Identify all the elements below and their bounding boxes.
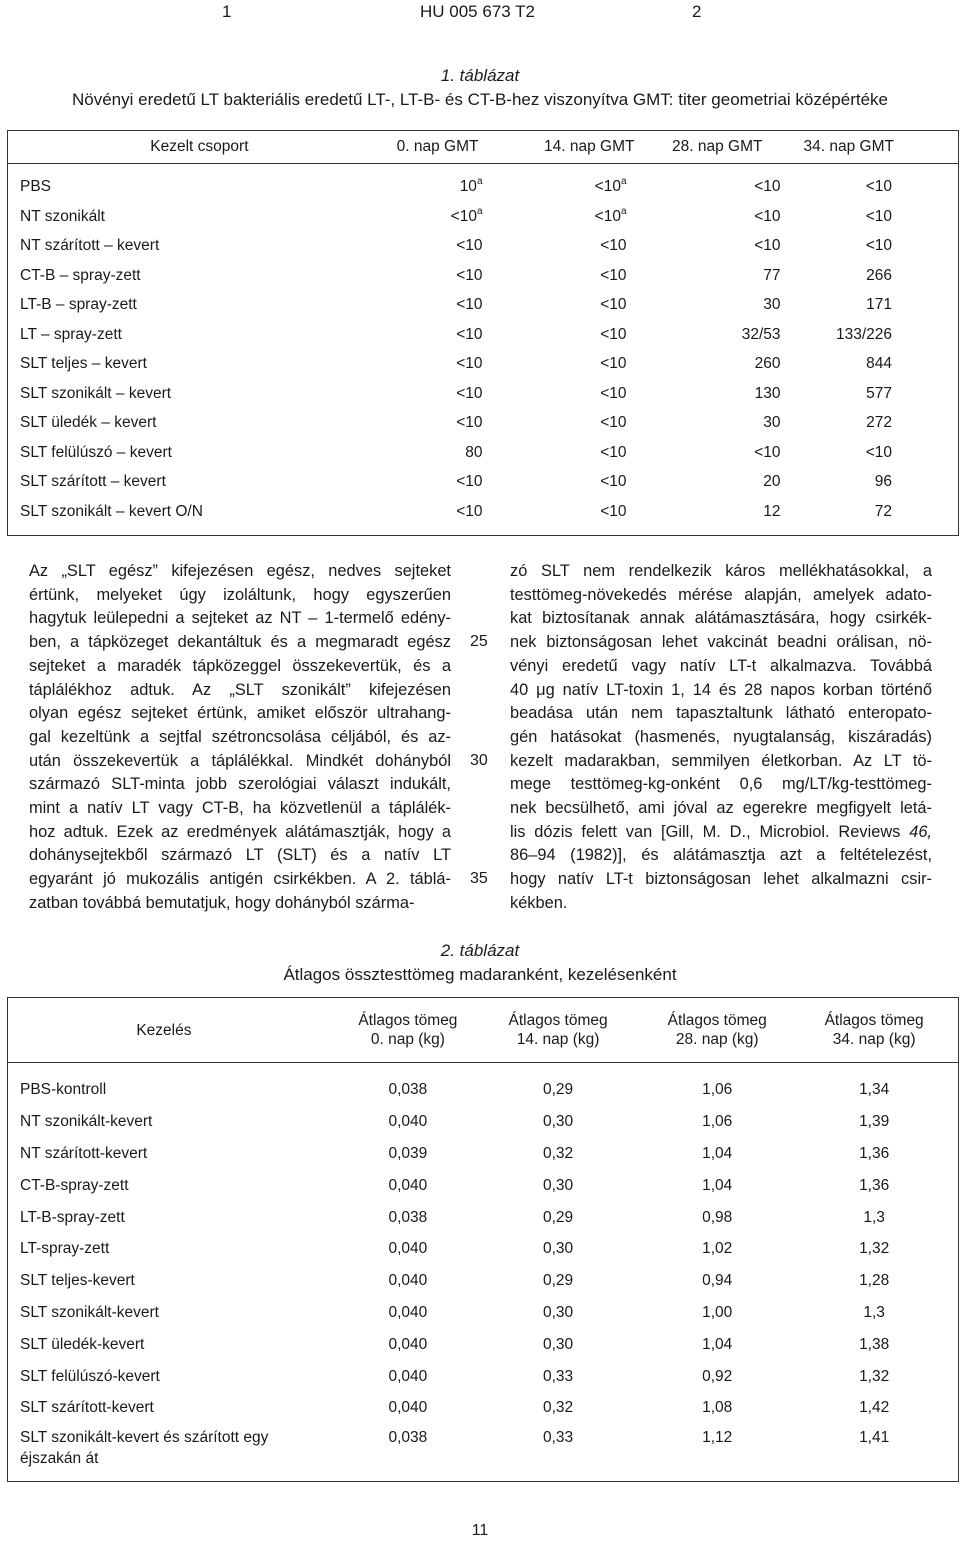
column-header: Kezelt csoport bbox=[8, 131, 339, 164]
text-line: sejteket a maradék tápközeggel összekevertük, és a bbox=[29, 656, 451, 675]
table-row bbox=[8, 320, 959, 350]
body-text-right-column bbox=[510, 560, 932, 916]
table-cell: 1,04 bbox=[702, 1335, 733, 1353]
table-cell: <10 bbox=[456, 473, 483, 491]
table-cell: 0,30 bbox=[542, 1303, 574, 1321]
text-line: értünk, melyeket úgy izoláltunk, hogy egyszerűen bbox=[29, 585, 451, 604]
text-line: lis dózis felett van [Gill, M. D., Microbiol. Reviews 46, bbox=[510, 822, 932, 841]
text-line: táplálékhoz adtuk. Az „SLT szonikált” kifejezésen bbox=[29, 680, 451, 699]
table-cell: $<10^a$ bbox=[594, 176, 627, 196]
table-cell: <10 bbox=[865, 178, 892, 196]
table-cell: 1,00 bbox=[702, 1303, 733, 1321]
table-row bbox=[8, 379, 959, 409]
row-label: SLT szonikált – kevert bbox=[20, 384, 172, 402]
table-header-row bbox=[8, 131, 959, 164]
table-cell: <10 bbox=[600, 502, 627, 520]
table-cell: 171 bbox=[866, 296, 892, 314]
table-cell: <10 bbox=[456, 266, 483, 284]
table-cell: <10 bbox=[600, 355, 627, 373]
table-row bbox=[8, 1233, 959, 1265]
column-header: 28. nap GMT bbox=[639, 131, 799, 164]
table-row bbox=[8, 232, 959, 262]
table-cell: <10 bbox=[456, 296, 483, 314]
text-line: kat biztosítanak annak alátámasztására, hogy csirkék- bbox=[510, 609, 932, 628]
table-row bbox=[8, 1138, 959, 1170]
table2 bbox=[7, 997, 959, 1482]
row-label: PBS bbox=[20, 178, 52, 196]
page-number-left: 1 bbox=[222, 2, 232, 21]
table-cell: 844 bbox=[866, 355, 892, 373]
row-label: LT-spray-zett bbox=[20, 1240, 110, 1258]
table-cell: <10 bbox=[600, 384, 627, 402]
row-label: SLT szonikált – kevert O/N bbox=[20, 502, 203, 520]
table-cell: 1,32 bbox=[859, 1367, 890, 1385]
table-cell: 1,04 bbox=[702, 1176, 733, 1194]
table-cell: $<10^a$ bbox=[594, 205, 627, 225]
column-header: Átlagos tömeg 14. nap (kg) bbox=[478, 998, 638, 1063]
table-cell: 0,98 bbox=[702, 1208, 733, 1226]
text-line: hogy natív LT-t biztonságosan lehet alkalmazni csir- bbox=[510, 870, 932, 889]
table-cell: 0,33 bbox=[542, 1429, 574, 1447]
footnote-marker: a bbox=[476, 176, 483, 188]
table-cell: 0,040 bbox=[388, 1335, 428, 1353]
table-cell: 0,32 bbox=[542, 1144, 574, 1162]
footnote-marker: a bbox=[620, 176, 627, 188]
table-row bbox=[8, 291, 959, 321]
table-cell: 0,30 bbox=[542, 1240, 574, 1258]
text-line: testtömeg-növekedés mérése alapján, amelyek adato- bbox=[510, 585, 932, 604]
row-label: NT szárított-kevert bbox=[20, 1144, 148, 1162]
table-cell: <10 bbox=[456, 355, 483, 373]
table-cell: 12 bbox=[763, 502, 781, 520]
table2-title: Átlagos össztesttömeg madaranként, kezelésenként bbox=[283, 965, 677, 984]
table-cell: 266 bbox=[866, 266, 892, 284]
journal-volume: 46, bbox=[909, 822, 932, 841]
text-line: kékben. bbox=[510, 893, 568, 912]
table-cell: <10 bbox=[600, 237, 627, 255]
table-cell: 0,040 bbox=[388, 1113, 428, 1131]
table-cell: <10 bbox=[600, 296, 627, 314]
table-cell: 1,06 bbox=[702, 1081, 733, 1099]
row-label: CT-B-spray-zett bbox=[20, 1176, 129, 1194]
table-cell: <10 bbox=[754, 237, 781, 255]
row-label: SLT szonikált-kevert bbox=[20, 1303, 159, 1321]
table-cell: 0,040 bbox=[388, 1272, 428, 1290]
row-label: SLT teljes-kevert bbox=[20, 1272, 135, 1290]
footer-page-number: 11 bbox=[471, 1522, 489, 1539]
page-number-right: 2 bbox=[692, 2, 702, 21]
table-row bbox=[8, 1265, 959, 1297]
row-label: LT – spray-zett bbox=[20, 325, 122, 343]
column-header: 14. nap GMT bbox=[489, 131, 639, 164]
table-cell: 1,3 bbox=[863, 1208, 885, 1226]
table-cell: 0,29 bbox=[542, 1208, 574, 1226]
table-cell: 0,30 bbox=[542, 1176, 574, 1194]
line-number: 30 bbox=[470, 752, 488, 769]
footnote-marker: a bbox=[476, 205, 483, 217]
row-label: SLT szárított – kevert bbox=[20, 473, 166, 491]
text-line: nek biztonságosan lehet vakcinát beadni orálisan, nö- bbox=[510, 633, 932, 652]
table-cell: 0,29 bbox=[542, 1081, 574, 1099]
table-cell: <10 bbox=[456, 502, 483, 520]
table-cell: <10 bbox=[754, 207, 781, 225]
table-cell: 0,29 bbox=[542, 1272, 574, 1290]
text-line: nek becsülhető, ami jóval az egerekre megfigyelt letá- bbox=[510, 799, 932, 818]
table-row bbox=[8, 1329, 959, 1361]
table-cell: 0,040 bbox=[388, 1176, 428, 1194]
table-cell: $<10^a$ bbox=[450, 205, 483, 225]
row-label: SLT felülúszó – kevert bbox=[20, 443, 172, 461]
text-line: zatban továbbá bemutatjuk, hogy dohányból szárma- bbox=[29, 893, 415, 912]
row-label: PBS-kontroll bbox=[20, 1081, 107, 1099]
text-line: dohánysejtekből származó LT (SLT) és a natív LT bbox=[29, 846, 451, 865]
table-row bbox=[8, 1075, 959, 1107]
table-row bbox=[8, 202, 959, 232]
text-line: beadása után nem tapasztaltunk látható enteropato- bbox=[510, 704, 932, 723]
table-cell: 1,36 bbox=[859, 1176, 890, 1194]
table-cell: 0,038 bbox=[388, 1208, 428, 1226]
table-cell: <10 bbox=[600, 325, 627, 343]
table-cell: 0,040 bbox=[388, 1240, 428, 1258]
table-row bbox=[8, 1202, 959, 1234]
table-cell: 1,32 bbox=[859, 1240, 890, 1258]
table-cell: 0,92 bbox=[702, 1367, 733, 1385]
line-number: 25 bbox=[470, 633, 488, 650]
text-line: vényi eredetű vagy natív LT-t alkalmazva. Továbbá bbox=[510, 656, 932, 675]
table-cell: <10 bbox=[865, 207, 892, 225]
table2-label: 2. táblázat bbox=[440, 941, 520, 960]
table-cell: 0,038 bbox=[388, 1081, 428, 1099]
table-cell: 577 bbox=[866, 384, 892, 402]
table-cell: 0,33 bbox=[542, 1367, 574, 1385]
table-cell: <10 bbox=[865, 237, 892, 255]
text-line: egyaránt jó mukozális antigén csirkékben. A 2. táblá- bbox=[29, 870, 451, 889]
row-label: SLT teljes – kevert bbox=[20, 355, 147, 373]
footnote-marker: a bbox=[620, 205, 627, 217]
table-cell: 1,41 bbox=[859, 1429, 890, 1447]
table-cell: <10 bbox=[456, 325, 483, 343]
row-label: LT-B-spray-zett bbox=[20, 1208, 125, 1226]
table-cell: 1,3 bbox=[863, 1303, 885, 1321]
text-line: származó SLT-minta jobb szerológiai választ indukált, bbox=[29, 775, 451, 794]
text-line: mege testtömeg-kg-onként 0,6 mg/LT/kg-testtömeg- bbox=[510, 775, 932, 794]
text-line: után összekevertük a táplálékkal. Mindkét dohányból bbox=[29, 751, 451, 770]
table-cell: <10 bbox=[600, 443, 627, 461]
table-row bbox=[8, 1106, 959, 1138]
column-header: 0. nap GMT bbox=[339, 131, 489, 164]
table-cell: 272 bbox=[866, 414, 892, 432]
table-cell: <10 bbox=[600, 266, 627, 284]
table-cell: 130 bbox=[754, 384, 781, 402]
row-label: SLT szárított-kevert bbox=[20, 1399, 154, 1417]
row-label: SLT felülúszó-kevert bbox=[20, 1367, 160, 1385]
table-cell: 10$^a$ bbox=[459, 176, 483, 196]
text-line: 40 μg natív LT-toxin 1, 14 és 28 napos korban történő bbox=[510, 680, 932, 699]
table-cell: 1,02 bbox=[702, 1240, 733, 1258]
table-header-row bbox=[8, 998, 959, 1063]
table-row bbox=[8, 1424, 959, 1469]
table1-title: Növényi eredetű LT bakteriális eredetű LT-, LT-B- és CT-B-hez viszonyítva GMT: titer geometriai középértéke bbox=[71, 90, 889, 109]
table-cell: 0,040 bbox=[388, 1367, 428, 1385]
text-line: 86–94 (1982)], és alátámasztja azt a feltételezést, bbox=[510, 846, 932, 865]
table-row bbox=[8, 1392, 959, 1424]
column-header: Átlagos tömeg 28. nap (kg) bbox=[638, 998, 796, 1063]
table-row bbox=[8, 409, 959, 439]
table-cell: 72 bbox=[874, 502, 892, 520]
table-cell: 30 bbox=[763, 414, 781, 432]
column-header: 34. nap GMT bbox=[799, 131, 959, 164]
table-cell: 1,06 bbox=[702, 1113, 733, 1131]
table-cell: 1,12 bbox=[702, 1429, 733, 1447]
table-cell: <10 bbox=[456, 384, 483, 402]
row-label: SLT szonikált-kevert és szárított egy éjszakán át bbox=[20, 1429, 269, 1468]
row-label: SLT üledék – kevert bbox=[20, 414, 157, 432]
table-cell: 1,36 bbox=[859, 1144, 890, 1162]
column-header: Kezelés bbox=[8, 998, 308, 1063]
table-cell: 133/226 bbox=[835, 325, 892, 343]
table-row bbox=[8, 350, 959, 380]
table-cell: 0,30 bbox=[542, 1113, 574, 1131]
table-cell: 32/53 bbox=[741, 325, 781, 343]
column-header: Átlagos tömeg 34. nap (kg) bbox=[796, 998, 958, 1063]
text-line: olyan egész sejteket értünk, amiket először ultrahang- bbox=[29, 704, 451, 723]
table-cell: <10 bbox=[600, 473, 627, 491]
text-line: ben, a tápközeget dekantáltuk és a megmaradt egész bbox=[29, 633, 451, 652]
table-cell: 1,39 bbox=[859, 1113, 890, 1131]
table-cell: <10 bbox=[754, 178, 781, 196]
table-cell: 0,94 bbox=[702, 1272, 733, 1290]
column-header: Átlagos tömeg 0. nap (kg) bbox=[308, 998, 478, 1063]
body-text-left-column bbox=[29, 560, 451, 916]
text-line: Az „SLT egész” kifejezésen egész, nedves sejteket bbox=[29, 562, 451, 580]
table-cell: <10 bbox=[600, 414, 627, 432]
table-row bbox=[8, 1361, 959, 1393]
table-cell: 260 bbox=[754, 355, 781, 373]
patent-number: HU 005 673 T2 bbox=[420, 2, 535, 21]
table-cell: 1,34 bbox=[859, 1081, 890, 1099]
table-cell: 0,32 bbox=[542, 1399, 574, 1417]
table-cell: 20 bbox=[763, 473, 781, 491]
table-cell: 1,04 bbox=[702, 1144, 733, 1162]
table-row bbox=[8, 173, 959, 203]
row-label: LT-B – spray-zett bbox=[20, 296, 137, 314]
table-cell: <10 bbox=[456, 237, 483, 255]
table-cell: 1,28 bbox=[859, 1272, 890, 1290]
table-cell: 0,30 bbox=[542, 1335, 574, 1353]
text-line: kezelt madarakban, semmilyen életkorban. Az LT tö- bbox=[510, 751, 932, 770]
line-number: 35 bbox=[470, 870, 488, 887]
row-label: NT szonikált-kevert bbox=[20, 1113, 153, 1131]
row-label: NT szonikált bbox=[20, 207, 105, 225]
table-cell: 30 bbox=[763, 296, 781, 314]
row-label: NT szárított – kevert bbox=[20, 237, 160, 255]
table1-label: 1. táblázat bbox=[440, 66, 520, 85]
table-cell: <10 bbox=[754, 443, 781, 461]
table-row bbox=[8, 1297, 959, 1329]
table-cell: 0,038 bbox=[388, 1429, 428, 1447]
text-line: zó SLT nem rendelkezik káros mellékhatásokkal, a bbox=[510, 562, 932, 580]
table-row bbox=[8, 468, 959, 498]
table-cell: 80 bbox=[465, 443, 483, 461]
table-cell: 1,38 bbox=[859, 1335, 890, 1353]
table-cell: 1,42 bbox=[859, 1399, 890, 1417]
table-row bbox=[8, 497, 959, 527]
text-line: mint a natív LT vagy CT-B, ha közvetlenül a táplálék- bbox=[29, 799, 451, 818]
table-cell: <10 bbox=[865, 443, 892, 461]
table-cell: 0,039 bbox=[388, 1144, 428, 1162]
row-label: SLT üledék-kevert bbox=[20, 1335, 145, 1353]
table-row bbox=[8, 261, 959, 291]
table-cell: 0,040 bbox=[388, 1399, 428, 1417]
table-cell: 0,040 bbox=[388, 1303, 428, 1321]
text-line: gén hatásokat (hasmenés, nyugtalanság, kiszáradás) bbox=[510, 727, 932, 746]
row-label: CT-B – spray-zett bbox=[20, 266, 141, 284]
table-cell: 96 bbox=[874, 473, 892, 491]
table1 bbox=[7, 130, 959, 536]
table-cell: 1,08 bbox=[702, 1399, 733, 1417]
table-cell: <10 bbox=[456, 414, 483, 432]
table-cell: 77 bbox=[763, 266, 781, 284]
text-line: gal kezeltünk a sejtfal szétroncsolása céljából, és az- bbox=[29, 727, 451, 746]
text-line: hoz adtuk. Ezek az eredmények alátámasztják, hogy a bbox=[29, 822, 451, 841]
table-row bbox=[8, 1170, 959, 1202]
table-row bbox=[8, 438, 959, 468]
text-line: hagytuk leülepedni a sejteket az NT – 1-termelő edény- bbox=[29, 609, 451, 628]
